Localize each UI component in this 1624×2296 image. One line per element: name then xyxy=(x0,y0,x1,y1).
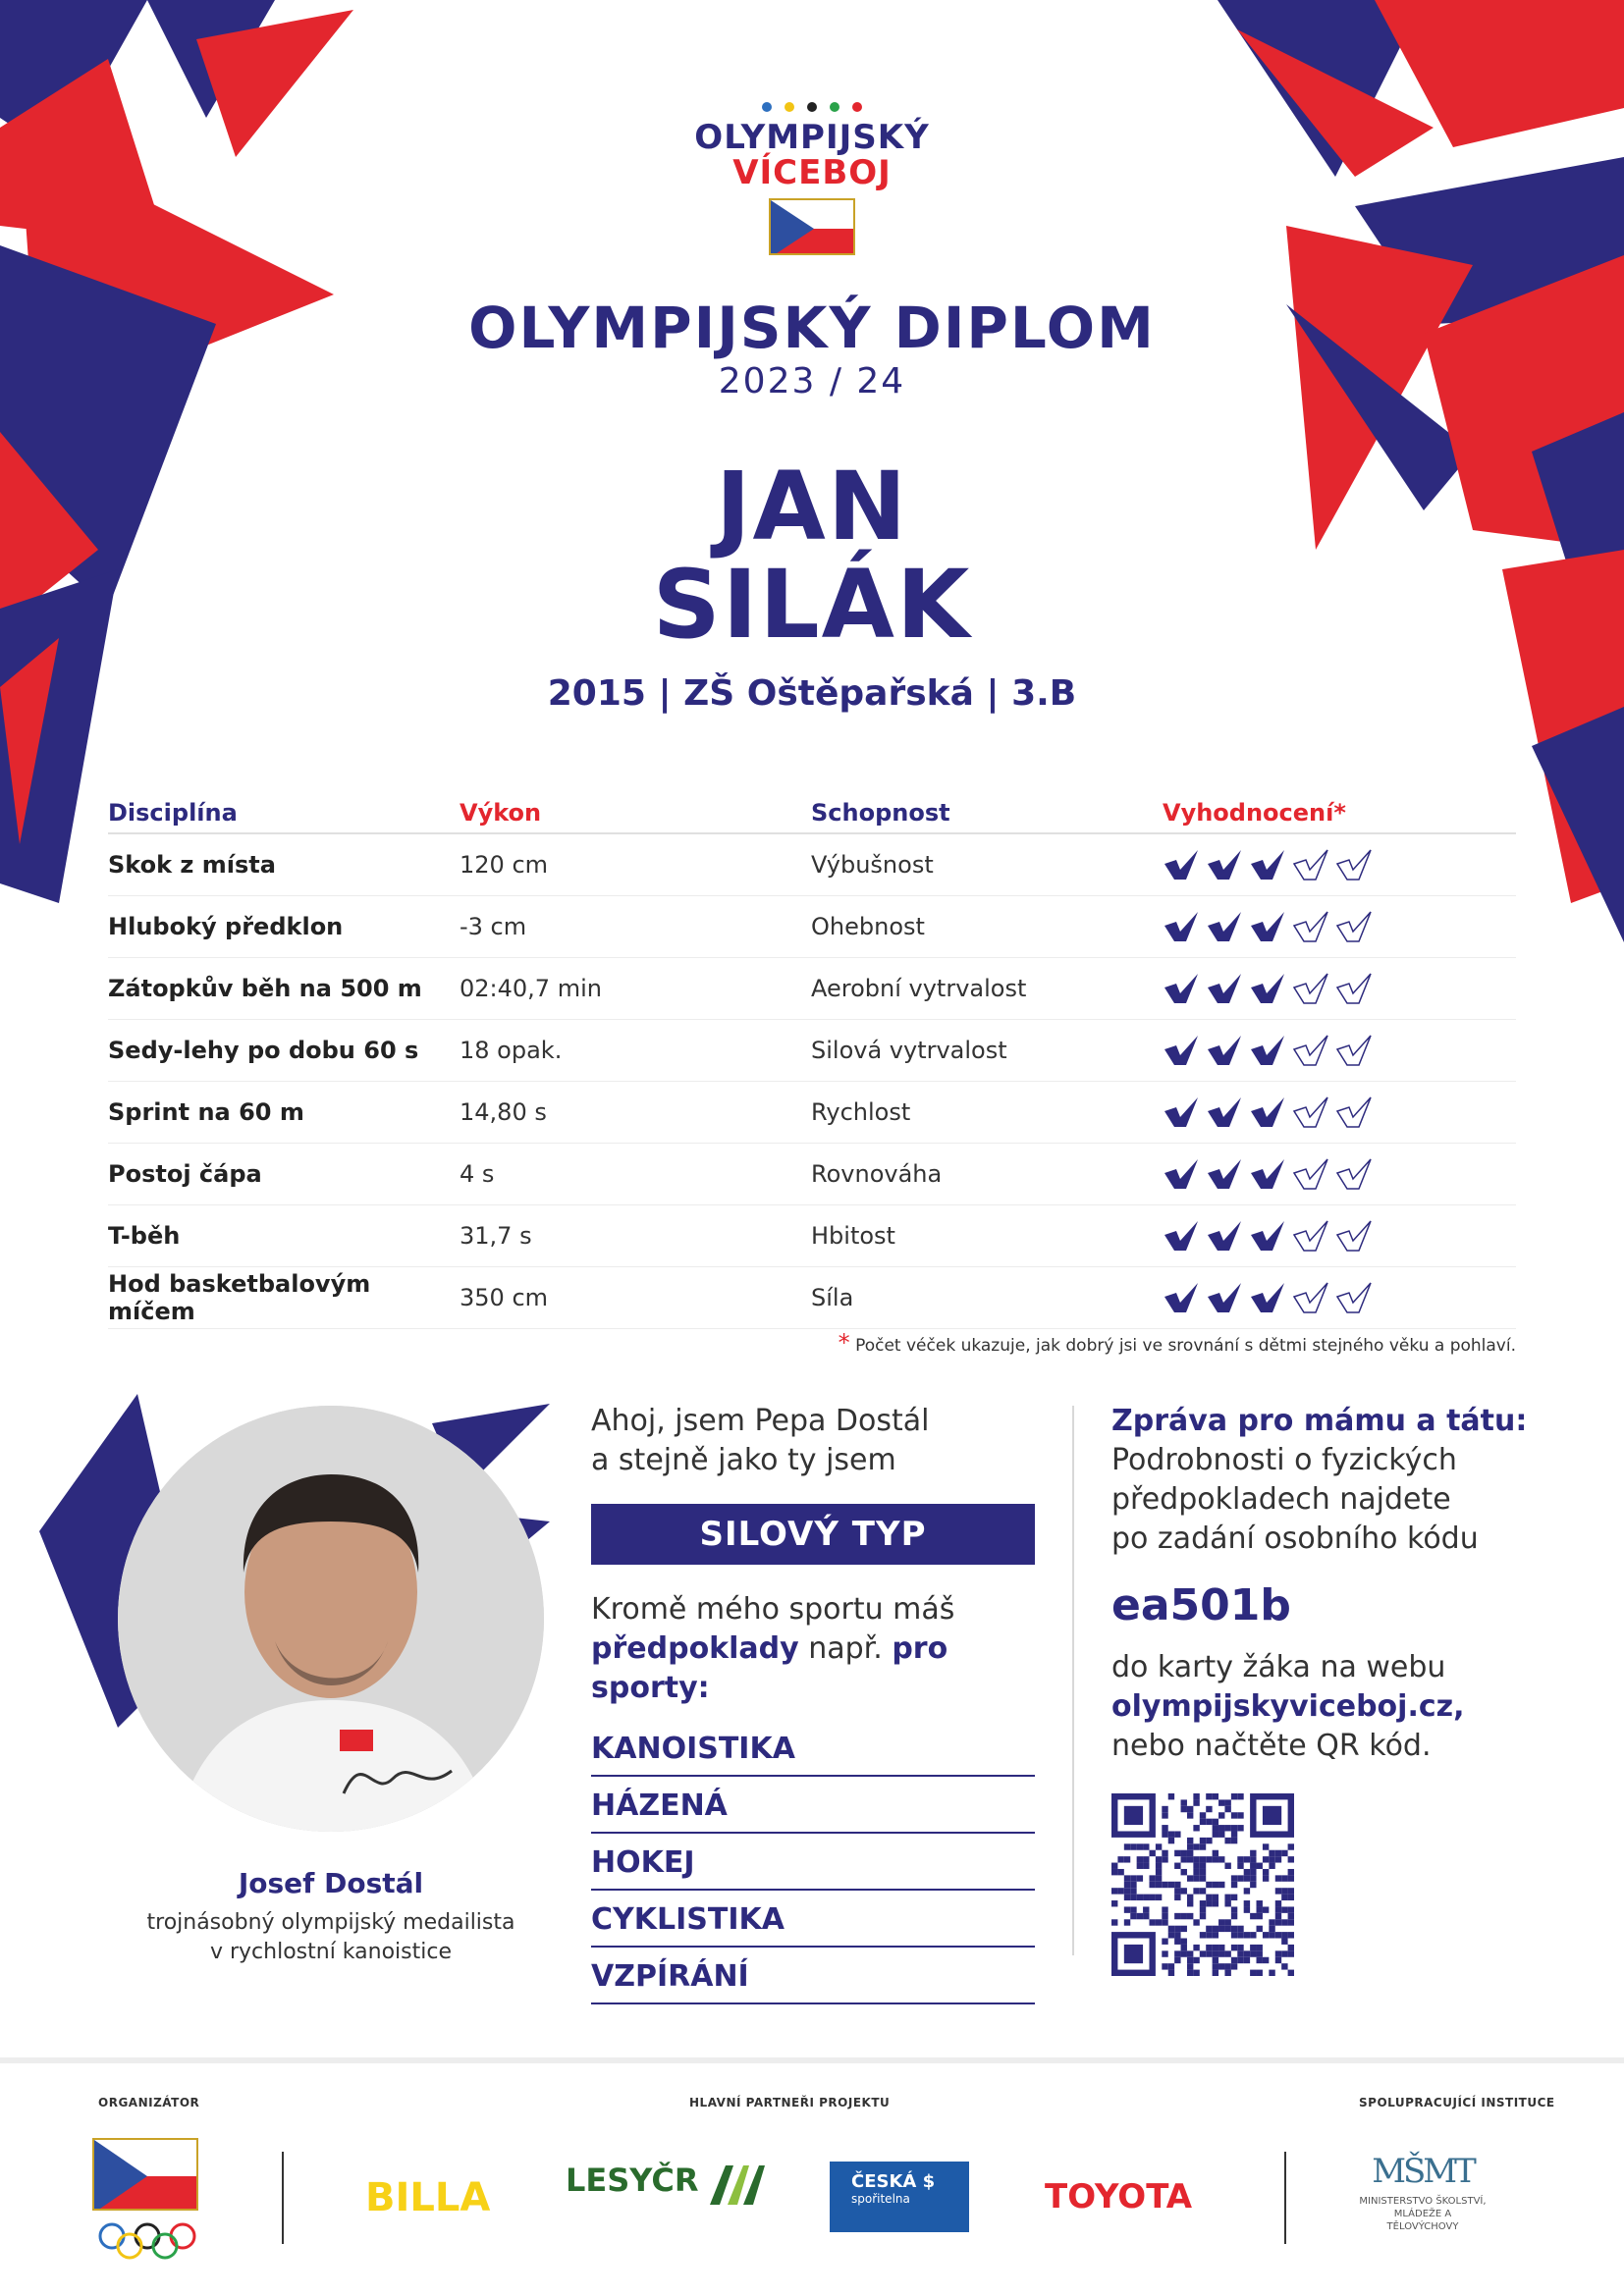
sport-item: VZPÍRÁNÍ xyxy=(591,1948,1035,2004)
header-ability: Schopnost xyxy=(811,799,950,827)
check-empty-icon xyxy=(1335,1095,1375,1129)
student-info: 2015 | ZŠ Oštěpařská | 3.B xyxy=(547,673,1077,714)
check-filled-icon xyxy=(1163,1281,1202,1314)
check-filled-icon xyxy=(1206,1095,1245,1129)
row-ability: Rychlost xyxy=(811,1098,911,1126)
row-ability: Hbitost xyxy=(811,1222,895,1250)
sports-intro xyxy=(591,1590,1035,1708)
czech-olympic-committee-flag-icon xyxy=(92,2138,198,2211)
parents-message xyxy=(1111,1402,1543,1980)
table-row xyxy=(108,896,1516,958)
msmt-sub2: MLÁDEŽE A TĚLOVÝCHOVY xyxy=(1386,2209,1459,2232)
row-performance: 02:40,7 min xyxy=(460,975,602,1002)
row-evaluation xyxy=(1163,847,1516,882)
row-evaluation xyxy=(1163,909,1516,944)
check-filled-icon xyxy=(1249,972,1288,1005)
check-filled-icon xyxy=(1249,1219,1288,1253)
logo-line2: VÍCEBOJ xyxy=(732,153,892,192)
lesy-cr-text: LESYČR xyxy=(566,2162,699,2199)
check-filled-icon xyxy=(1163,1219,1202,1253)
check-empty-icon xyxy=(1292,1034,1331,1067)
school-year: 2023 / 24 xyxy=(718,361,906,401)
lesy-arrows-icon xyxy=(710,2165,765,2205)
check-filled-icon xyxy=(1163,910,1202,943)
sport-item: KANOISTIKA xyxy=(591,1720,1035,1777)
check-empty-icon xyxy=(1292,910,1331,943)
check-empty-icon xyxy=(1292,1095,1331,1129)
row-performance: 14,80 s xyxy=(460,1098,547,1126)
row-performance: 350 cm xyxy=(460,1284,549,1311)
athlete-name: Josef Dostál xyxy=(238,1867,424,1899)
personal-code: ea501b xyxy=(1111,1580,1291,1630)
table-row xyxy=(108,1267,1516,1329)
results-header xyxy=(108,793,1516,834)
row-discipline: Hod basketbalovým míčem xyxy=(108,1270,371,1325)
check-filled-icon xyxy=(1163,1157,1202,1191)
table-row xyxy=(108,1205,1516,1267)
results-footnote: * Počet véček ukazuje, jak dobrý jsi ve srovnání s dětmi stejného věku a pohlaví. xyxy=(838,1329,1516,1357)
row-ability: Ohebnost xyxy=(811,913,925,940)
row-evaluation xyxy=(1163,1218,1516,1254)
header-discipline: Disciplína xyxy=(108,799,238,827)
check-filled-icon xyxy=(1163,1095,1202,1129)
partners-label: HLAVNÍ PARTNEŘI PROJEKTU xyxy=(689,2096,891,2109)
check-empty-icon xyxy=(1335,1157,1375,1191)
row-performance: -3 cm xyxy=(460,913,527,940)
parents-message-text xyxy=(1111,1441,1543,1559)
footer-separator-left xyxy=(282,2152,284,2244)
row-evaluation xyxy=(1163,971,1516,1006)
header-evaluation: Vyhodnocení* xyxy=(1163,799,1346,827)
row-discipline: Postoj čápa xyxy=(108,1160,262,1188)
check-empty-icon xyxy=(1292,1219,1331,1253)
row-performance: 120 cm xyxy=(460,851,549,879)
olympic-multi-sport-logo xyxy=(0,102,1624,255)
check-empty-icon xyxy=(1335,848,1375,881)
row-discipline: Sedy-lehy po dobu 60 s xyxy=(108,1037,419,1064)
greeting xyxy=(591,1402,1035,1480)
student-last-name: SILÁK xyxy=(652,550,972,660)
check-empty-icon xyxy=(1335,1219,1375,1253)
check-empty-icon xyxy=(1292,848,1331,881)
table-row xyxy=(108,958,1516,1020)
check-filled-icon xyxy=(1206,848,1245,881)
website-link[interactable]: olympijskyviceboj.cz, xyxy=(1111,1689,1465,1724)
check-filled-icon xyxy=(1206,1219,1245,1253)
header-performance: Výkon xyxy=(460,799,542,827)
table-row xyxy=(108,1144,1516,1205)
billa-logo: BILLA xyxy=(365,2175,491,2220)
sports-intro-line1: Kromě mého sportu máš xyxy=(591,1592,955,1627)
type-section xyxy=(591,1402,1035,2004)
lesy-cr-logo xyxy=(566,2162,765,2205)
table-row xyxy=(108,1020,1516,1082)
row-discipline: Sprint na 60 m xyxy=(108,1098,304,1126)
toyota-logo: TOYOTA xyxy=(1045,2177,1193,2216)
row-evaluation xyxy=(1163,1095,1516,1130)
check-filled-icon xyxy=(1206,972,1245,1005)
czech-flag-icon xyxy=(769,198,855,255)
check-filled-icon xyxy=(1249,1281,1288,1314)
sports-intro-bold2: pro sporty: xyxy=(591,1631,948,1705)
row-performance: 18 opak. xyxy=(460,1037,563,1064)
row-ability: Silová vytrvalost xyxy=(811,1037,1007,1064)
check-empty-icon xyxy=(1292,1281,1331,1314)
check-filled-icon xyxy=(1249,1157,1288,1191)
check-filled-icon xyxy=(1206,1281,1245,1314)
qr-code[interactable] xyxy=(1111,1793,1294,1976)
check-empty-icon xyxy=(1335,910,1375,943)
student-first-name: JAN xyxy=(715,452,909,561)
athlete-desc-line2: v rychlostní kanoistice xyxy=(209,1940,452,1964)
msmt-mark: MŠMT xyxy=(1372,2152,1474,2191)
parents-text-line2: předpokladech najdete xyxy=(1111,1482,1451,1517)
check-filled-icon xyxy=(1206,910,1245,943)
sports-intro-bold1: předpoklady xyxy=(591,1631,799,1666)
row-evaluation xyxy=(1163,1156,1516,1192)
check-empty-icon xyxy=(1335,972,1375,1005)
athlete-type-banner: SILOVÝ TYP xyxy=(591,1504,1035,1565)
sports-intro-mid: např. xyxy=(798,1631,893,1666)
table-row xyxy=(108,834,1516,896)
row-evaluation xyxy=(1163,1280,1516,1315)
greeting-line2: a stejně jako ty jsem xyxy=(591,1443,896,1477)
footer-divider xyxy=(0,2057,1624,2063)
check-filled-icon xyxy=(1249,1095,1288,1129)
greeting-line1: Ahoj, jsem Pepa Dostál xyxy=(591,1404,930,1438)
check-filled-icon xyxy=(1206,1157,1245,1191)
parents-after-line1: do karty žáka na webu xyxy=(1111,1650,1446,1684)
cs-line1: ČESKÁ $ xyxy=(851,2171,936,2192)
footer-separator-right xyxy=(1284,2152,1286,2244)
check-filled-icon xyxy=(1163,972,1202,1005)
sport-item: CYKLISTIKA xyxy=(591,1891,1035,1948)
logo-line1: OLYMPIJSKÝ xyxy=(694,118,930,157)
check-filled-icon xyxy=(1249,910,1288,943)
row-ability: Výbušnost xyxy=(811,851,934,879)
row-performance: 31,7 s xyxy=(460,1222,532,1250)
check-filled-icon xyxy=(1206,1034,1245,1067)
row-discipline: Hluboký předklon xyxy=(108,913,344,940)
parents-text-line1: Podrobnosti o fyzických xyxy=(1111,1443,1457,1477)
logo-dots xyxy=(0,102,1624,112)
msmt-logo xyxy=(1359,2152,1487,2233)
row-evaluation xyxy=(1163,1033,1516,1068)
row-performance: 4 s xyxy=(460,1160,495,1188)
parents-text-line3: po zadání osobního kódu xyxy=(1111,1522,1479,1556)
msmt-sub1: MINISTERSTVO ŠKOLSTVÍ, xyxy=(1359,2196,1487,2207)
parents-after-line2: nebo načtěte QR kód. xyxy=(1111,1729,1432,1763)
athlete-photo xyxy=(118,1406,544,1832)
results-table xyxy=(108,793,1516,1329)
check-empty-icon xyxy=(1335,1281,1375,1314)
sport-item: HÁZENÁ xyxy=(591,1777,1035,1834)
table-row xyxy=(108,1082,1516,1144)
row-discipline: T-běh xyxy=(108,1222,181,1250)
row-discipline: Skok z místa xyxy=(108,851,276,879)
column-divider xyxy=(1072,1406,1074,1955)
diploma-title: OLYMPIJSKÝ DIPLOM xyxy=(468,294,1156,361)
olympic-rings-icon xyxy=(94,2220,200,2260)
check-filled-icon xyxy=(1163,1034,1202,1067)
athlete-description xyxy=(79,1908,583,1967)
recommended-sports-list xyxy=(591,1720,1035,2004)
check-filled-icon xyxy=(1163,848,1202,881)
parents-after-text xyxy=(1111,1648,1543,1766)
footnote-text: Počet véček ukazuje, jak dobrý jsi ve srovnání s dětmi stejného věku a pohlaví. xyxy=(855,1336,1516,1356)
sport-item: HOKEJ xyxy=(591,1834,1035,1891)
row-discipline: Zátopkův běh na 500 m xyxy=(108,975,422,1002)
check-empty-icon xyxy=(1335,1034,1375,1067)
check-empty-icon xyxy=(1292,972,1331,1005)
athlete-desc-line1: trojnásobný olympijský medailista xyxy=(146,1910,515,1935)
row-ability: Aerobní vytrvalost xyxy=(811,975,1027,1002)
ceska-sporitelna-logo xyxy=(830,2162,969,2232)
parents-message-title: Zpráva pro mámu a tátu: xyxy=(1111,1404,1528,1438)
institution-label: SPOLUPRACUJÍCÍ INSTITUCE xyxy=(1359,2096,1555,2109)
organizer-label: ORGANIZÁTOR xyxy=(98,2096,200,2109)
cs-line2: spořitelna xyxy=(851,2192,910,2206)
check-filled-icon xyxy=(1249,848,1288,881)
row-ability: Síla xyxy=(811,1284,854,1311)
row-ability: Rovnováha xyxy=(811,1160,943,1188)
check-empty-icon xyxy=(1292,1157,1331,1191)
check-filled-icon xyxy=(1249,1034,1288,1067)
